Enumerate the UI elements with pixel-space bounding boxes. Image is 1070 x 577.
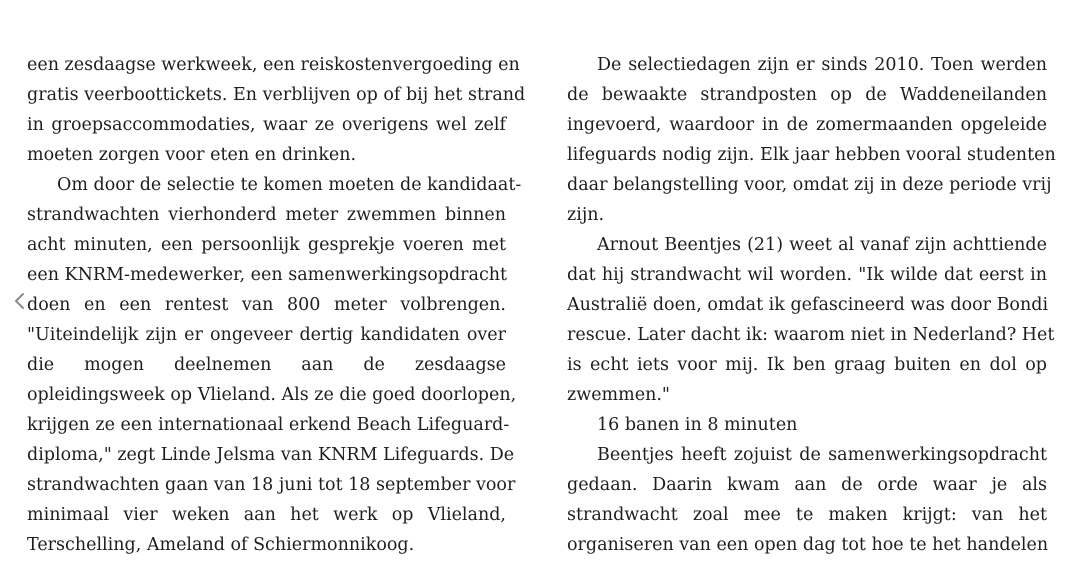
previous-page-button[interactable] [9,289,29,313]
text-line: die mogen deelnemen aan de zesdaagse [27,355,506,375]
text-line: krijgen ze een internationaal erkend Beach Lifeguard- [27,415,510,435]
text-line: Beentjes heeft zojuist de samenwerkingsopdracht [597,445,1047,465]
text-line: acht minuten, een persoonlijk gesprekje voeren met [27,235,506,255]
text-line: dat hij strandwacht wil worden. "Ik wilde dat eerst in [567,265,1047,285]
text-line: minimaal vier weken aan het werk op Vlieland, [27,505,506,525]
text-line: strandwachten vierhonderd meter zwemmen binnen [27,205,506,225]
text-line: Terschelling, Ameland of Schiermonnikoog. [27,535,415,555]
text-line: een KNRM-medewerker, een samenwerkingsopdracht [27,265,508,285]
text-line: opleidingsweek op Vlieland. Als ze die goed doorlopen, [27,385,517,405]
text-line: "Uiteindelijk zijn er ongeveer dertig kandidaten over [27,325,506,345]
left-column [27,50,526,560]
text-line: ingevoerd, waardoor in de zomermaanden opgeleide [567,115,1047,135]
text-line: Om door de selectie te komen moeten de kandidaat- [57,175,522,195]
text-line: gedaan. Daarin kwam aan de orde waar je als [567,475,1047,495]
text-line: daar belangstelling voor, omdat zij in deze periode vrij [567,175,1052,195]
text-line: strandwachten gaan van 18 juni tot 18 september voor [27,475,516,495]
section-heading: 16 banen in 8 minuten [597,415,798,435]
chevron-left-icon [13,292,25,310]
text-line: moeten zorgen voor eten en drinken. [27,145,357,165]
text-line: strandwacht zoal mee te maken krijgt: van het [567,505,1047,525]
text-line: De selectiedagen zijn er sinds 2010. Toen werden [597,55,1047,75]
text-line: gratis veerboottickets. En verblijven op of bij het strand [27,85,526,105]
text-line: zijn. [567,205,605,225]
right-column [567,50,1056,560]
text-line: organiseren van een open dag tot hoe te het handelen [567,535,1049,555]
text-line: een zesdaagse werkweek, een reiskostenvergoeding en [27,55,520,75]
text-line: rescue. Later dacht ik: waarom niet in Nederland? Het [567,325,1055,345]
text-line: Australië doen, omdat ik gefascineerd was door Bondi [567,295,1049,315]
text-line: Arnout Beentjes (21) weet al vanaf zijn achttiende [597,235,1047,255]
text-line: diploma," zegt Linde Jelsma van KNRM Lifeguards. De [27,445,515,465]
text-line: in groepsaccommodaties, waar ze overigens wel zelf [27,115,506,135]
text-line: de bewaakte strandposten op de Waddeneilanden [567,85,1047,105]
text-line: doen en een rentest van 800 meter volbrengen. [27,295,506,315]
text-line: lifeguards nodig zijn. Elk jaar hebben vooral studenten [567,145,1056,165]
text-line: zwemmen." [567,385,670,405]
text-line: is echt iets voor mij. Ik ben graag buiten en dol op [567,355,1047,375]
